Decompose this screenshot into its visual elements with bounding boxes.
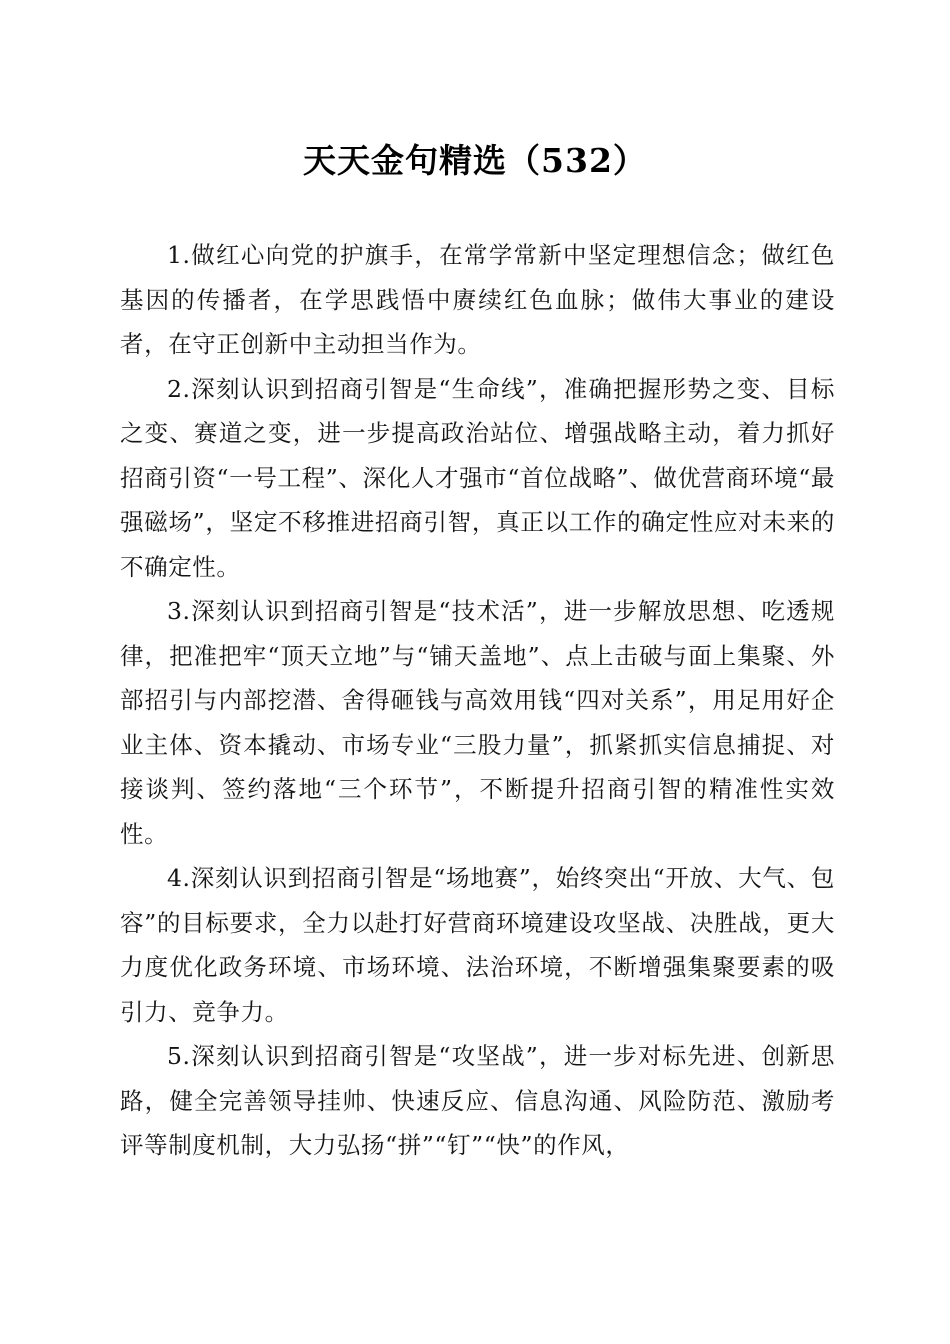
document-body bbox=[120, 233, 835, 1168]
paragraph-2: 2.深刻认识到招商引智是“生命线”，准确把握形势之变、目标之变、赛道之变，进一步提高政治站位、增强战略主动，着力抓好招商引资“一号工程”、深化人才强市“首位战略”、做优营商环境“最强磁场”，坚定不移推进招商引智，真正以工作的确定性应对未来的不确定性。 bbox=[120, 374, 835, 581]
document-title: 天天金句精选（532） bbox=[303, 141, 647, 180]
paragraph-3: 3.深刻认识到招商引智是“技术活”，进一步解放思想、吃透规律，把准把牢“顶天立地”与“铺天盖地”、点上击破与面上集聚、外部招引与内部挖潜、舍得砸钱与高效用钱“四对关系”，用足用好企业主体、资本撬动、市场专业“三股力量”，抓紧抓实信息捕捉、对接谈判、签约落地“三个环节”，不断提升招商引智的精准性实效性。 bbox=[120, 597, 835, 848]
paragraph-4: 4.深刻认识到招商引智是“场地赛”，始终突出“开放、大气、包容”的目标要求，全力以赴打好营商环境建设攻坚战、决胜战，更大力度优化政务环境、市场环境、法治环境，不断增强集聚要素的吸引力、竞争力。 bbox=[120, 864, 835, 1026]
paragraph-1: 1.做红心向党的护旗手，在常学常新中坚定理想信念；做红色基因的传播者，在学思践悟中赓续红色血脉；做伟大事业的建设者，在守正创新中主动担当作为。 bbox=[120, 241, 835, 358]
paragraph-5: 5.深刻认识到招商引智是“攻坚战”，进一步对标先进、创新思路，健全完善领导挂帅、快速反应、信息沟通、风险防范、激励考评等制度机制，大力弘扬“拼”“钉”“快”的作风， bbox=[120, 1042, 835, 1159]
